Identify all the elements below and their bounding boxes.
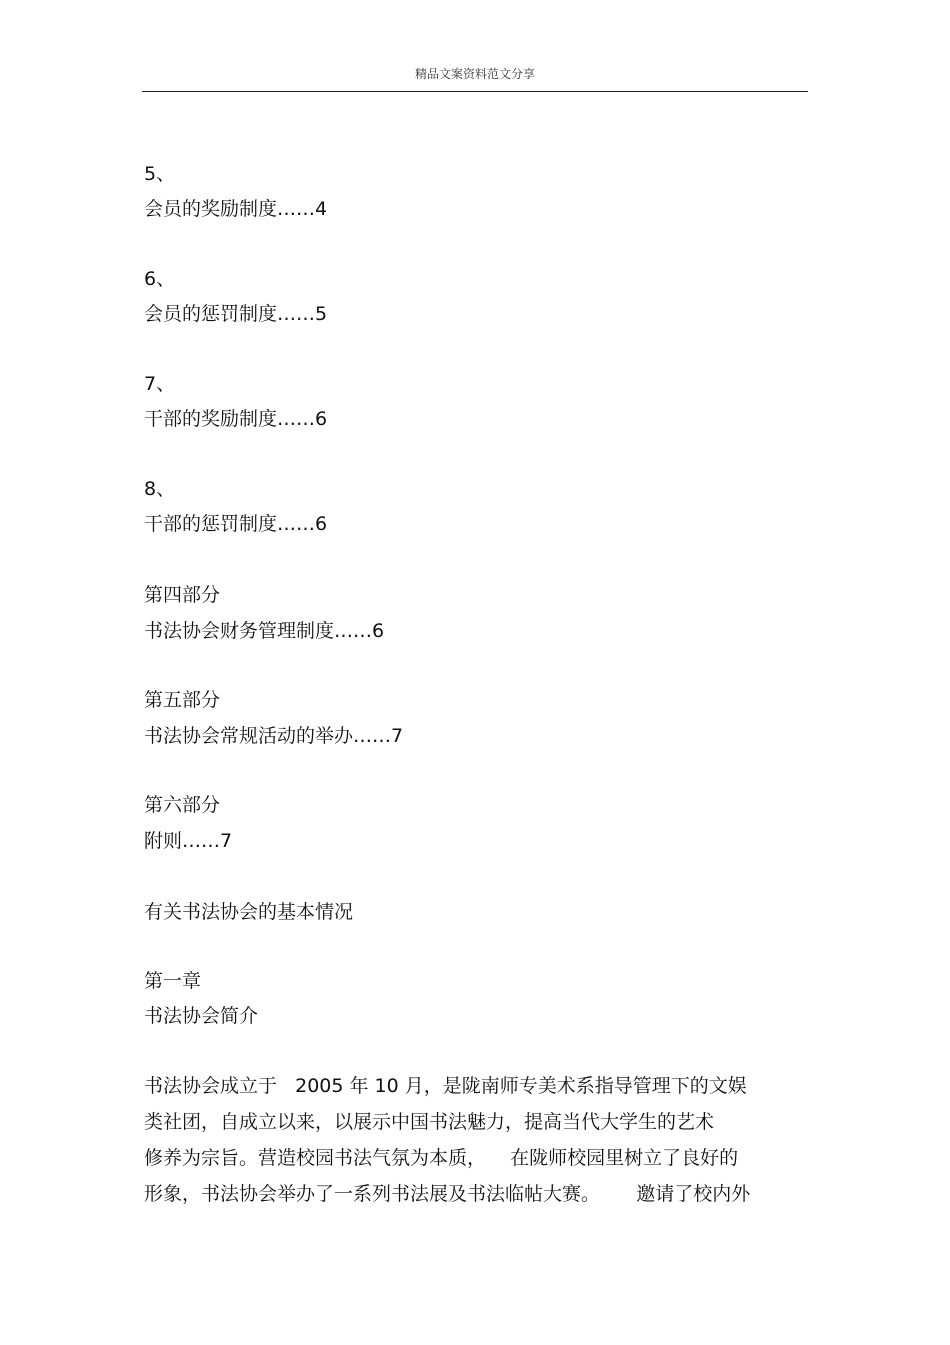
toc-part-4-title: 书法协会财务管理制度……6: [144, 620, 385, 642]
header-divider: [142, 91, 808, 92]
paragraph-line-3: 修养为宗旨。营造校园书法气氛为本质， 在陇师校园里树立了良好的: [144, 1147, 739, 1169]
toc-item-8-title: 干部的惩罚制度……6: [144, 513, 328, 535]
toc-item-5-title: 会员的奖励制度……4: [144, 198, 328, 220]
paragraph-line-2: 类社团，自成立以来，以展示中国书法魅力，提高当代大学生的艺术: [144, 1111, 715, 1133]
toc-part-5-label: 第五部分: [144, 689, 221, 711]
toc-item-8-number: 8、: [144, 478, 176, 500]
toc-part-4-label: 第四部分: [144, 584, 221, 606]
toc-item-6-number: 6、: [144, 268, 176, 290]
toc-item-7-title: 干部的奖励制度……6: [144, 408, 328, 430]
toc-part-6-title: 附则……7: [144, 830, 233, 852]
toc-item-7-number: 7、: [144, 373, 176, 395]
paragraph-line-1: 书法协会成立于 2005 年 10 月，是陇南师专美术系指导管理下的文娱: [144, 1075, 747, 1097]
toc-part-5-title: 书法协会常规活动的举办……7: [144, 725, 404, 747]
page-header-title: 精品文案资料范文分享: [414, 67, 535, 81]
toc-part-6-label: 第六部分: [144, 794, 221, 816]
chapter-title: 书法协会简介: [144, 1005, 259, 1027]
toc-item-5-number: 5、: [144, 163, 176, 185]
section-heading: 有关书法协会的基本情况: [144, 901, 354, 923]
paragraph-line-4: 形象，书法协会举办了一系列书法展及书法临帖大赛。 邀请了校内外: [144, 1183, 751, 1205]
toc-item-6-title: 会员的惩罚制度……5: [144, 303, 328, 325]
chapter-label: 第一章: [144, 970, 202, 992]
